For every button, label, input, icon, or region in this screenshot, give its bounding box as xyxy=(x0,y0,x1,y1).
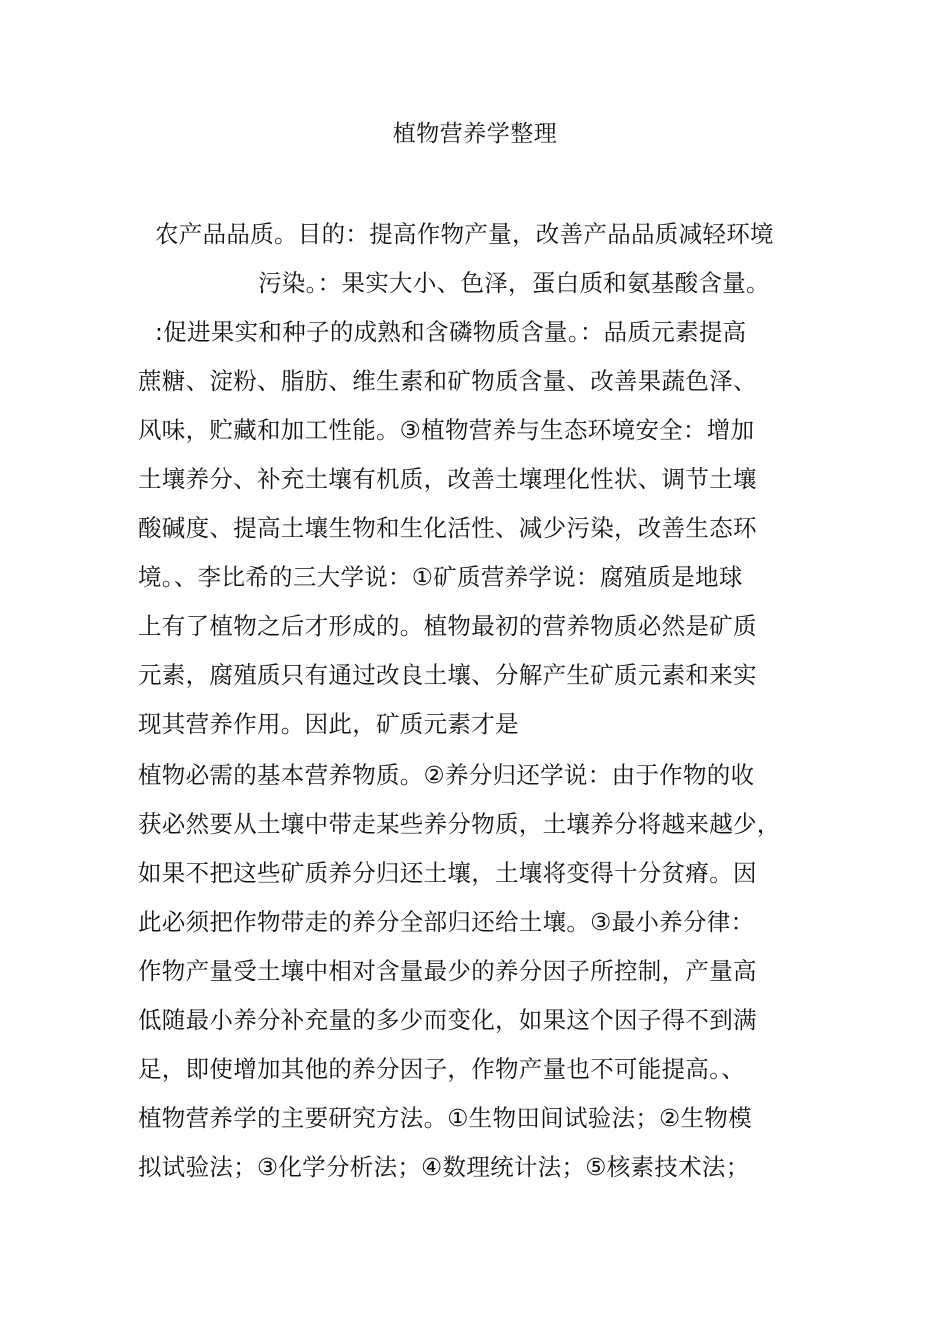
text-line: 元素，腐殖质只有通过改良土壤、分解产生矿质元素和来实 xyxy=(138,661,757,689)
text-line: 此必须把作物带走的养分全部归还给土壤。③最小养分律： xyxy=(138,908,755,936)
text-line: 现其营养作用。因此，矿质元素才是 xyxy=(138,710,519,738)
text-line: 污染。：果实大小、色泽，蛋白质和氨基酸含量。 xyxy=(258,269,770,297)
text-line: 农产品品质。目的：提高作物产量，改善产品品质减轻环境 xyxy=(155,220,774,248)
text-line: 作物产量受土壤中相对含量最少的养分因子所控制，产量高 xyxy=(138,957,757,985)
text-line: 风味，贮藏和加工性能。③植物营养与生态环境安全：增加 xyxy=(138,416,755,444)
page-title: 植物营养学整理 xyxy=(392,121,558,147)
text-line: 土壤养分、补充土壤有机质，改善土壤理化性状、调节土壤 xyxy=(138,465,757,493)
text-line: 低随最小养分补充量的多少而变化，如果这个因子得不到满 xyxy=(138,1006,757,1034)
text-line: 拟试验法；③化学分析法；④数理统计法；⑤核素技术法； xyxy=(138,1153,750,1181)
text-line: 境。、李比希的三大学说：①矿质营养学说：腐殖质是地球 xyxy=(138,563,743,591)
text-line: 上有了植物之后才形成的。植物最初的营养物质必然是矿质 xyxy=(138,612,757,640)
text-line: :促进果实和种子的成熟和含磷物质含量。：品质元素提高 xyxy=(155,318,747,346)
text-line: 足，即使增加其他的养分因子，作物产量也不可能提高。、 xyxy=(138,1055,746,1083)
text-line: 获必然要从土壤中带走某些养分物质，土壤养分将越来越少， xyxy=(138,810,781,838)
text-line: 植物营养学的主要研究方法。①生物田间试验法；②生物模 xyxy=(138,1104,752,1132)
text-line: 蔗糖、淀粉、脂肪、维生素和矿物质含量、改善果蔬色泽、 xyxy=(138,367,757,395)
text-line: 酸碱度、提高土壤生物和生化活性、减少污染，改善生态环 xyxy=(138,514,757,542)
text-line: 植物必需的基本营养物质。②养分归还学说：由于作物的收 xyxy=(138,761,755,789)
text-line: 如果不把这些矿质养分归还土壤，土壤将变得十分贫瘠。因 xyxy=(138,859,757,887)
